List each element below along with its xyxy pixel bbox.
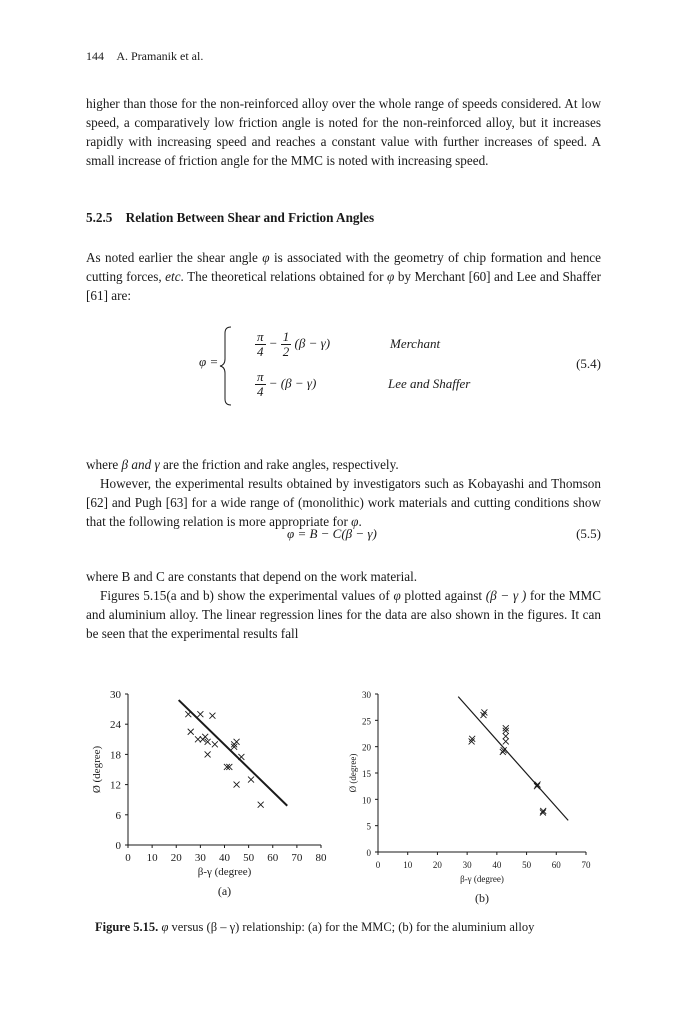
- y-axis-label: Ø (degree): [348, 753, 358, 793]
- x-tick-label: 20: [432, 860, 442, 870]
- eq-lhs: φ =: [199, 354, 219, 369]
- y-tick-label: 24: [110, 719, 121, 732]
- section-title: Relation Between Shear and Friction Angles: [125, 210, 375, 225]
- text-run: plotted against: [400, 588, 486, 603]
- x-tick-label: 50: [243, 852, 255, 864]
- paragraph-figures: [86, 586, 601, 643]
- denominator-4: 4: [257, 344, 264, 359]
- panel-label: (a): [217, 884, 232, 898]
- x-tick-label: 60: [267, 852, 279, 864]
- panel-label: (b): [475, 891, 489, 905]
- pi-symbol: π: [257, 329, 264, 344]
- y-tick-label: 0: [366, 848, 371, 858]
- data-point: [185, 711, 191, 717]
- y-tick-label: 12: [110, 779, 121, 792]
- text-run: are the friction and rake angles, respectively.: [159, 457, 399, 472]
- page-number: 144: [86, 49, 104, 63]
- x-tick-label: 30: [462, 860, 472, 870]
- text-run: .: [358, 514, 362, 529]
- x-tick-label: 60: [551, 860, 561, 870]
- left-brace: [217, 325, 237, 407]
- paragraph-experimental-results: [86, 474, 601, 531]
- x-tick-label: 50: [522, 860, 532, 870]
- data-point: [205, 751, 211, 757]
- phi-symbol: φ: [393, 588, 401, 603]
- data-point: [238, 754, 244, 760]
- numerator-1: 1: [282, 329, 290, 344]
- y-tick-label: 15: [362, 769, 371, 779]
- y-axis-label: Ø (degree): [91, 745, 103, 794]
- data-point: [234, 782, 240, 788]
- running-header-authors: A. Pramanik et al.: [116, 49, 204, 63]
- chart-b-aluminium: [335, 682, 605, 912]
- beta-gamma-term: (β − γ): [280, 375, 317, 391]
- data-point: [258, 802, 264, 808]
- paragraph-shear-angle: [86, 248, 601, 305]
- data-point: [209, 713, 215, 719]
- denominator-4: 4: [257, 384, 264, 399]
- x-tick-label: 80: [315, 852, 327, 864]
- section-number: 5.2.5: [86, 210, 113, 225]
- section-heading: [86, 210, 374, 226]
- text-run: where: [86, 457, 122, 472]
- x-tick-label: 70: [581, 860, 591, 870]
- regression-line: [458, 697, 568, 821]
- caption-label: Figure 5.15.: [95, 920, 159, 934]
- regression-line: [179, 700, 288, 806]
- beta-gamma-term: (β − γ): [294, 335, 331, 351]
- pi-symbol: π: [257, 369, 264, 384]
- y-tick-label: 30: [110, 689, 121, 701]
- data-point: [248, 777, 254, 783]
- etc-italic: etc: [165, 269, 181, 284]
- x-tick-label: 0: [125, 852, 131, 864]
- equation-number-5-5: (5.5): [576, 526, 601, 541]
- merchant-label: Merchant: [390, 336, 441, 351]
- x-tick-label: 40: [492, 860, 502, 870]
- paragraph-where-beta-gamma: [86, 455, 601, 474]
- text-run: Figures 5.15(a and b) show the experimental values of: [100, 588, 394, 603]
- y-tick-label: 10: [362, 795, 371, 806]
- x-tick-label: 10: [403, 860, 413, 870]
- lee-shaffer-expression: [255, 370, 316, 399]
- denominator-2: 2: [282, 344, 290, 359]
- y-tick-label: 18: [110, 749, 121, 762]
- x-tick-label: 10: [146, 852, 158, 864]
- phi-symbol: φ: [351, 514, 359, 529]
- running-header: [86, 49, 203, 64]
- chart-a-mmc: [80, 682, 340, 912]
- x-tick-label: 20: [170, 852, 182, 864]
- equation-5-5: φ = B − C(β − γ): [287, 526, 377, 541]
- x-axis-label: β-γ (degree): [460, 874, 504, 884]
- beta-gamma-term: (β − γ ): [485, 588, 527, 603]
- text-run: . The theoretical relations obtained for: [180, 269, 388, 284]
- paragraph-friction-angle: higher than those for the non-reinforced alloy over the whole range of speeds considered. At low speed, a comparatively low friction angle is noted for the non-reinforced alloy, but it increases rapidly with increasing speed and reaches a constant value with further increases of speed. A small increase of friction angle for the MMC is noted with increasing speed.: [86, 96, 601, 168]
- y-tick-label: 0: [115, 840, 121, 852]
- y-tick-label: 20: [362, 742, 371, 753]
- lee-shaffer-label: Lee and Shaffer: [388, 376, 471, 391]
- data-point: [188, 729, 194, 735]
- y-tick-label: 6: [115, 809, 121, 822]
- beta-gamma-symbols: β and γ: [121, 457, 160, 472]
- x-tick-label: 30: [194, 852, 206, 864]
- text-run: for the MMC and aluminium alloy. The linear regression lines for the data are also shown in the figures. It can be seen that the experimental results fall: [86, 588, 601, 641]
- figure-caption: [95, 920, 534, 935]
- phi-symbol: φ: [262, 250, 270, 265]
- y-tick-label: 5: [366, 821, 371, 832]
- text-run: As noted earlier the shear angle: [86, 250, 263, 265]
- text-run: is associated with the geometry of chip formation and hence cutting forces,: [86, 250, 601, 284]
- caption-text: versus (β – γ) relationship: (a) for the MMC; (b) for the aluminium alloy: [168, 920, 535, 934]
- x-tick-label: 70: [291, 852, 303, 864]
- text-run: by Merchant [60] and Lee and Shaffer [61] are:: [86, 269, 602, 303]
- data-point: [503, 738, 509, 744]
- minus-sign: −: [268, 335, 278, 351]
- merchant-expression: [255, 330, 330, 359]
- data-point: [212, 741, 218, 747]
- phi-symbol: φ: [161, 920, 169, 934]
- x-axis-label: β-γ (degree): [197, 866, 252, 878]
- x-tick-label: 0: [375, 860, 381, 870]
- paragraph-constants: where B and C are constants that depend on the work material.: [86, 569, 418, 584]
- data-point: [197, 711, 203, 717]
- y-tick-label: 30: [362, 690, 371, 700]
- text-run: However, the experimental results obtained by investigators such as Kobayashi and Thomson [62] and Pugh [63] for a wide range of (monolithic) work materials and cutting conditions show that the following relation is more appropriate for: [86, 476, 601, 529]
- y-tick-label: 25: [362, 716, 371, 727]
- minus-sign: −: [268, 375, 278, 391]
- x-tick-label: 40: [219, 852, 230, 864]
- data-point: [503, 733, 509, 739]
- equation-number-5-4: (5.4): [576, 356, 601, 371]
- phi-symbol: φ: [387, 269, 395, 284]
